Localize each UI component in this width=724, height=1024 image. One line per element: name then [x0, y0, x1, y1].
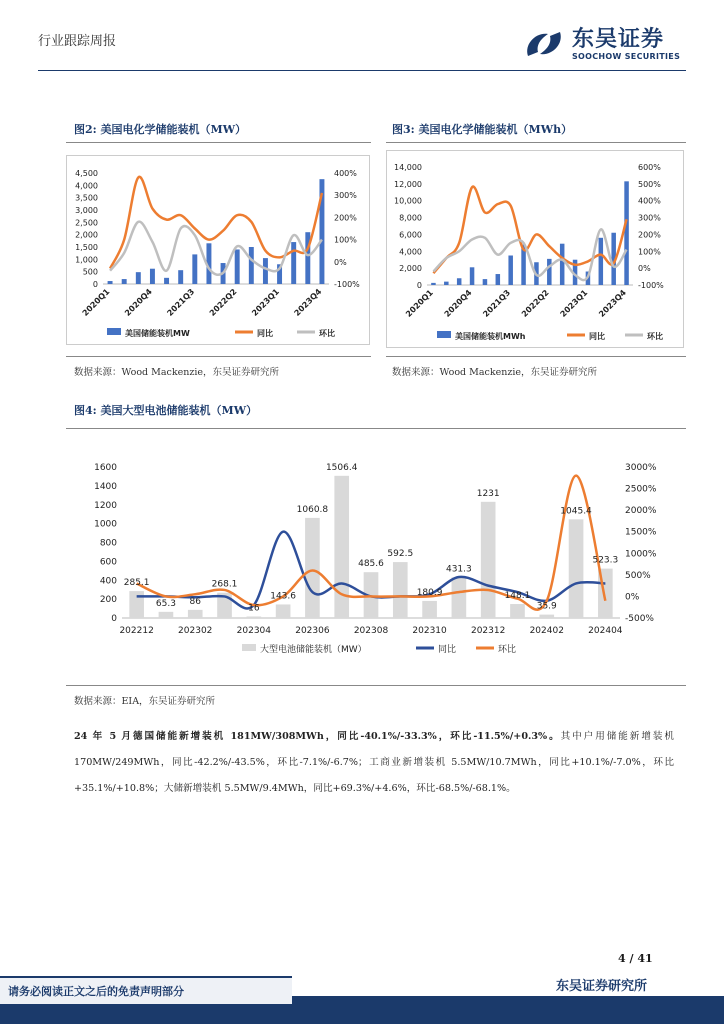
fig2-chart	[67, 156, 369, 344]
fig3-chart	[387, 151, 683, 347]
x-axis-tick: 202312	[470, 626, 506, 636]
legend-label: 美国储能装机MWh	[455, 332, 526, 341]
fig2-bottom-rule	[66, 356, 371, 357]
left-axis-tick: 800	[99, 538, 117, 549]
disclaimer-text: 请务必阅读正文之后的免责声明部分	[8, 985, 184, 998]
bar	[431, 283, 436, 285]
data-label: 523.3	[592, 555, 619, 566]
bar	[393, 562, 408, 618]
legend-label: 环比	[319, 329, 335, 338]
right-axis-tick: 300%	[334, 191, 357, 201]
left-axis-tick: 10,000	[394, 196, 422, 206]
bar	[508, 256, 513, 286]
brand-logo-icon	[522, 26, 566, 62]
bar	[291, 242, 296, 284]
footer-brand: 东吴证券研究所	[556, 979, 648, 994]
legend-swatch-bar	[437, 331, 451, 338]
x-axis-tick: 2023Q4	[292, 287, 324, 318]
right-axis-tick: 2000%	[625, 506, 657, 517]
fig2-chart-frame	[66, 155, 370, 345]
data-label: 485.6	[358, 559, 384, 570]
left-axis-tick: 1400	[94, 481, 117, 492]
legend-label: 环比	[498, 645, 517, 655]
right-axis-tick: 500%	[638, 179, 661, 189]
left-axis-tick: 1,000	[75, 255, 98, 265]
bar	[547, 259, 552, 285]
left-axis-tick: 600	[99, 557, 117, 568]
left-axis-tick: 3,000	[75, 206, 98, 215]
bar	[457, 278, 462, 285]
data-label: 1060.8	[296, 504, 329, 515]
bar	[422, 601, 437, 618]
right-axis-tick: 0%	[638, 264, 651, 274]
bar	[164, 278, 169, 284]
brand-name-cn: 东吴证券	[572, 26, 665, 52]
bar	[483, 279, 488, 285]
x-axis-tick: 2023Q1	[250, 287, 281, 318]
left-axis-tick: 2,000	[399, 264, 422, 274]
right-axis-tick: 200%	[638, 230, 661, 240]
bar	[178, 270, 183, 284]
x-axis-tick: 202304	[236, 626, 272, 636]
brand-name-en: SOOCHOW SECURITIES	[572, 52, 681, 61]
right-axis-tick: 1500%	[625, 527, 657, 538]
header-divider	[38, 70, 686, 71]
fig4-chart	[66, 448, 686, 658]
left-axis-tick: 1200	[94, 500, 117, 511]
data-label: 16	[248, 603, 260, 614]
left-axis-tick: 8,000	[399, 213, 422, 223]
fig3-top-rule	[386, 142, 686, 143]
right-axis-tick: 300%	[638, 213, 661, 223]
right-axis-tick: 100%	[334, 235, 357, 245]
data-label: 285.1	[123, 578, 150, 589]
right-axis-tick: 100%	[638, 247, 661, 257]
x-axis-tick: 202306	[295, 626, 330, 636]
right-axis-tick: -100%	[334, 280, 360, 289]
bar	[122, 279, 127, 284]
left-axis-tick: 0	[111, 614, 117, 624]
x-axis-tick: 2020Q4	[442, 288, 474, 319]
fig3-source: 数据来源：Wood Mackenzie，东吴证券研究所	[392, 367, 598, 378]
body-paragraph	[74, 724, 674, 802]
x-axis-tick: 202402	[529, 626, 564, 636]
x-axis-tick: 202404	[588, 626, 623, 636]
fig4-source: 数据来源：EIA，东吴证券研究所	[74, 696, 216, 707]
legend-label: 环比	[647, 332, 663, 341]
legend-swatch-bar	[107, 328, 121, 335]
right-axis-tick: -500%	[625, 614, 654, 624]
legend-label: 同比	[438, 645, 457, 655]
legend-label: 同比	[589, 332, 605, 341]
bar	[624, 181, 629, 285]
bar	[496, 274, 501, 285]
bar	[129, 591, 144, 618]
mom-line	[110, 222, 322, 275]
fig3-bottom-rule	[386, 356, 686, 357]
x-axis-tick: 2022Q2	[207, 287, 239, 318]
bar	[481, 502, 496, 618]
right-axis-tick: 0%	[334, 257, 347, 267]
bar	[247, 616, 262, 618]
fig2-title: 图2: 美国电化学储能装机（MW）	[74, 123, 247, 136]
fig4-top-rule	[66, 428, 686, 429]
left-axis-tick: 4,000	[75, 181, 98, 191]
x-axis-tick: 2023Q1	[558, 288, 590, 319]
paragraph-rest: 其中户用储能新增装机 170MW/249MWh，同比-42.2%/-43.5%，环比-7.1%/-6.7%；工商业新增装机 5.5MW/10.7MWh，同比+10.1%/-7.0%，环比+35.1%/+10.8%；大储新增装机 5.5MW/9.4MWh，同比+69.3%/+4.6%，环比-68.5%/-68.1%。	[74, 731, 675, 794]
bar	[108, 281, 113, 284]
bar	[276, 604, 291, 618]
data-label: 1231	[476, 488, 500, 499]
bar	[192, 254, 197, 284]
left-axis-tick: 14,000	[394, 163, 422, 172]
right-axis-tick: 200%	[334, 213, 357, 223]
fig3-chart-frame	[386, 150, 684, 348]
right-axis-tick: 2500%	[625, 484, 657, 495]
x-axis-tick: 2020Q4	[122, 287, 154, 318]
data-label: 431.3	[445, 564, 472, 575]
data-label: 143.6	[270, 591, 297, 602]
legend-label: 同比	[257, 329, 273, 338]
data-label: 148.1	[504, 591, 531, 602]
page-number: 4 / 41	[618, 952, 653, 965]
data-label: 65.3	[155, 598, 176, 609]
left-axis-tick: 3,500	[75, 193, 98, 203]
right-axis-tick: 1000%	[625, 549, 657, 560]
report-type-label: 行业跟踪周报	[38, 34, 117, 49]
right-axis-tick: 0%	[625, 592, 640, 603]
left-axis-tick: 1600	[94, 463, 117, 473]
data-label: 592.5	[387, 549, 414, 560]
x-axis-tick: 2022Q2	[519, 288, 551, 319]
left-axis-tick: 4,500	[75, 169, 98, 178]
bar	[539, 615, 554, 618]
right-axis-tick: 600%	[638, 163, 661, 172]
bar	[452, 577, 467, 618]
bar	[560, 244, 565, 285]
bar	[188, 610, 203, 618]
left-axis-tick: 6,000	[399, 230, 422, 240]
bar	[599, 238, 604, 285]
x-axis-tick: 202302	[178, 626, 213, 636]
right-axis-tick: -100%	[638, 281, 664, 290]
bar	[159, 612, 174, 618]
bar	[249, 247, 254, 284]
x-axis-tick: 2021Q3	[165, 287, 197, 318]
data-label: 180.9	[416, 587, 443, 598]
left-axis-tick: 2,500	[75, 218, 98, 228]
bar	[263, 258, 268, 284]
left-axis-tick: 500	[82, 267, 98, 277]
x-axis-tick: 202310	[412, 626, 447, 636]
right-axis-tick: 500%	[625, 570, 651, 581]
paragraph-lead: 24 年 5 月德国储能新增装机 181MW/308MWh，同比-40.1%/-33.3%，环比-11.5%/+0.3%。	[74, 731, 561, 742]
right-axis-tick: 400%	[638, 196, 661, 206]
left-axis-tick: 1,500	[75, 243, 98, 252]
fig2-top-rule	[66, 142, 371, 143]
left-axis-tick: 0	[92, 280, 98, 289]
bar	[444, 282, 449, 285]
fig4-bottom-rule	[66, 685, 686, 686]
data-label: 86	[189, 596, 201, 607]
left-axis-tick: 200	[99, 595, 117, 606]
right-axis-tick: 3000%	[625, 463, 657, 473]
right-axis-tick: 400%	[334, 169, 357, 178]
bar	[569, 519, 584, 618]
x-axis-tick: 2023Q4	[597, 288, 628, 319]
fig2-source: 数据来源：Wood Mackenzie，东吴证券研究所	[74, 367, 280, 378]
x-axis-tick: 2020Q1	[403, 288, 435, 319]
bar	[150, 269, 155, 284]
x-axis-tick: 202308	[353, 626, 389, 636]
legend-swatch-bar	[242, 644, 256, 651]
fig4-title: 图4: 美国大型电池储能装机（MW）	[74, 404, 258, 417]
bar	[510, 604, 525, 618]
left-axis-tick: 4,000	[399, 247, 422, 257]
bar	[235, 249, 240, 284]
fig3-title: 图3: 美国电化学储能装机（MWh）	[392, 123, 573, 136]
data-label: 1506.4	[325, 462, 358, 473]
x-axis-tick: 2021Q3	[481, 288, 513, 319]
bar	[136, 272, 141, 284]
bar	[470, 267, 475, 285]
legend-label: 美国储能装机MW	[125, 329, 190, 338]
data-label: 268.1	[211, 579, 238, 590]
legend-label: 大型电池储能装机（MW）	[260, 645, 367, 655]
left-axis-tick: 12,000	[394, 179, 422, 189]
left-axis-tick: 2,000	[75, 230, 98, 240]
x-axis-tick: 202212	[119, 626, 154, 636]
data-label: 35.9	[536, 601, 557, 612]
x-axis-tick: 2020Q1	[80, 287, 112, 318]
left-axis-tick: 0	[416, 281, 422, 290]
left-axis-tick: 400	[99, 576, 117, 587]
data-label: 1045.4	[560, 506, 592, 517]
bar	[305, 518, 320, 618]
left-axis-tick: 1000	[94, 519, 117, 530]
